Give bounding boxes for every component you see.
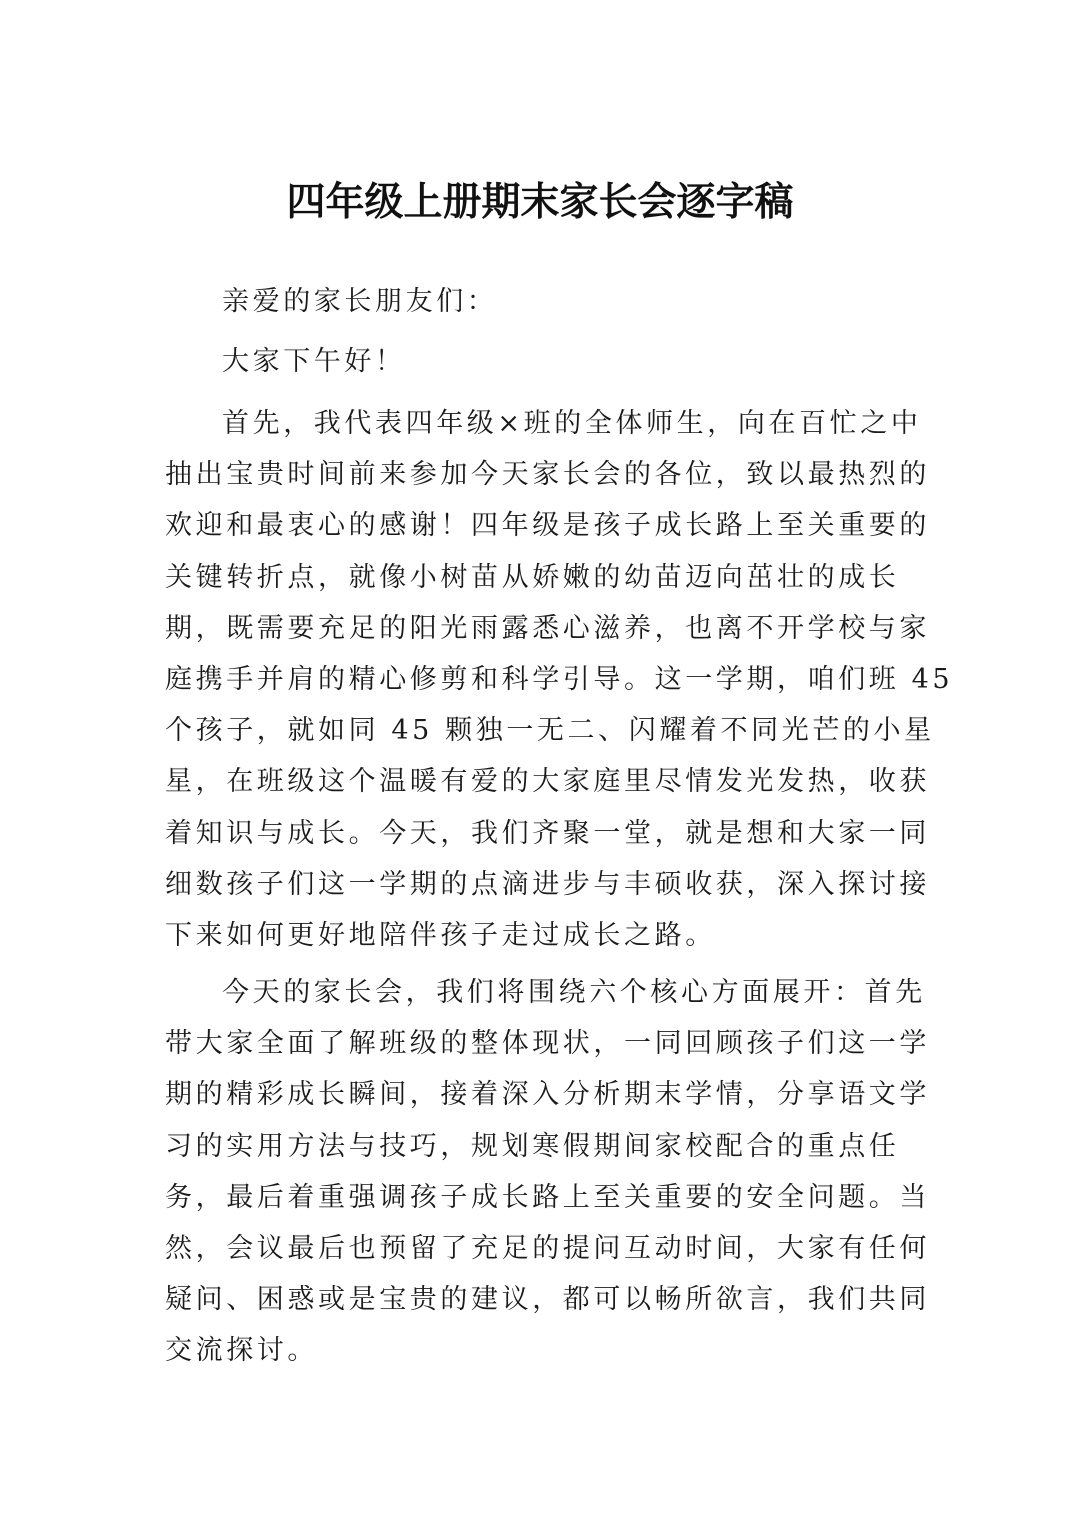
paragraph-line: 务，最后着重强调孩子成长路上至关重要的安全问题。当 — [165, 1181, 930, 1213]
paragraph-1 — [165, 398, 953, 961]
paragraph-line: 下来如何更好地陪伴孩子走过成长之路。 — [165, 919, 716, 951]
paragraph-line: 着知识与成长。今天，我们齐聚一堂，就是想和大家一同 — [165, 817, 930, 849]
paragraph-line: 星，在班级这个温暖有爱的大家庭里尽情发光发热，收获 — [165, 766, 930, 798]
paragraph-line: 抽出宝贵时间前来参加今天家长会的各位，致以最热烈的 — [165, 459, 930, 491]
document-title: 四年级上册期末家长会逐字稿 — [286, 179, 794, 225]
paragraph-line: 今天的家长会，我们将围绕六个核心方面展开：首先 — [222, 977, 926, 1008]
paragraph-line: 首先，我代表四年级×班的全体师生，向在百忙之中 — [222, 408, 922, 439]
paragraph-line: 交流探讨。 — [165, 1335, 318, 1367]
greeting-line: 大家下午好！ — [222, 346, 406, 377]
paragraph-line: 关键转折点，就像小树苗从娇嫩的幼苗迈向茁壮的成长 — [165, 561, 900, 593]
paragraph-line: 疑问、困惑或是宝贵的建议，都可以畅所欲言，我们共同 — [165, 1284, 930, 1316]
paragraph-line: 个孩子，就如同 45 颗独一无二、闪耀着不同光芒的小星 — [165, 715, 935, 747]
paragraph-line: 欢迎和最衷心的感谢！四年级是孩子成长路上至关重要的 — [165, 510, 930, 542]
paragraph-line: 期，既需要充足的阳光雨露悉心滋养，也离不开学校与家 — [165, 612, 930, 644]
paragraph-2 — [165, 967, 930, 1377]
salutation — [222, 276, 497, 327]
paragraph-line: 然，会议最后也预留了充足的提问互动时间，大家有任何 — [165, 1232, 930, 1264]
greeting — [222, 336, 406, 387]
paragraph-line: 期的精彩成长瞬间，接着深入分析期末学情，分享语文学 — [165, 1079, 930, 1111]
paragraph-line: 带大家全面了解班级的整体现状，一同回顾孩子们这一学 — [165, 1028, 930, 1060]
paragraph-line: 习的实用方法与技巧，规划寒假期间家校配合的重点任 — [165, 1130, 900, 1162]
paragraph-line: 细数孩子们这一学期的点滴进步与丰硕收获，深入探讨接 — [165, 868, 930, 900]
paragraph-line: 庭携手并肩的精心修剪和科学引导。这一学期，咱们班 45 — [165, 663, 954, 695]
salutation-line: 亲爱的家长朋友们： — [222, 286, 498, 317]
